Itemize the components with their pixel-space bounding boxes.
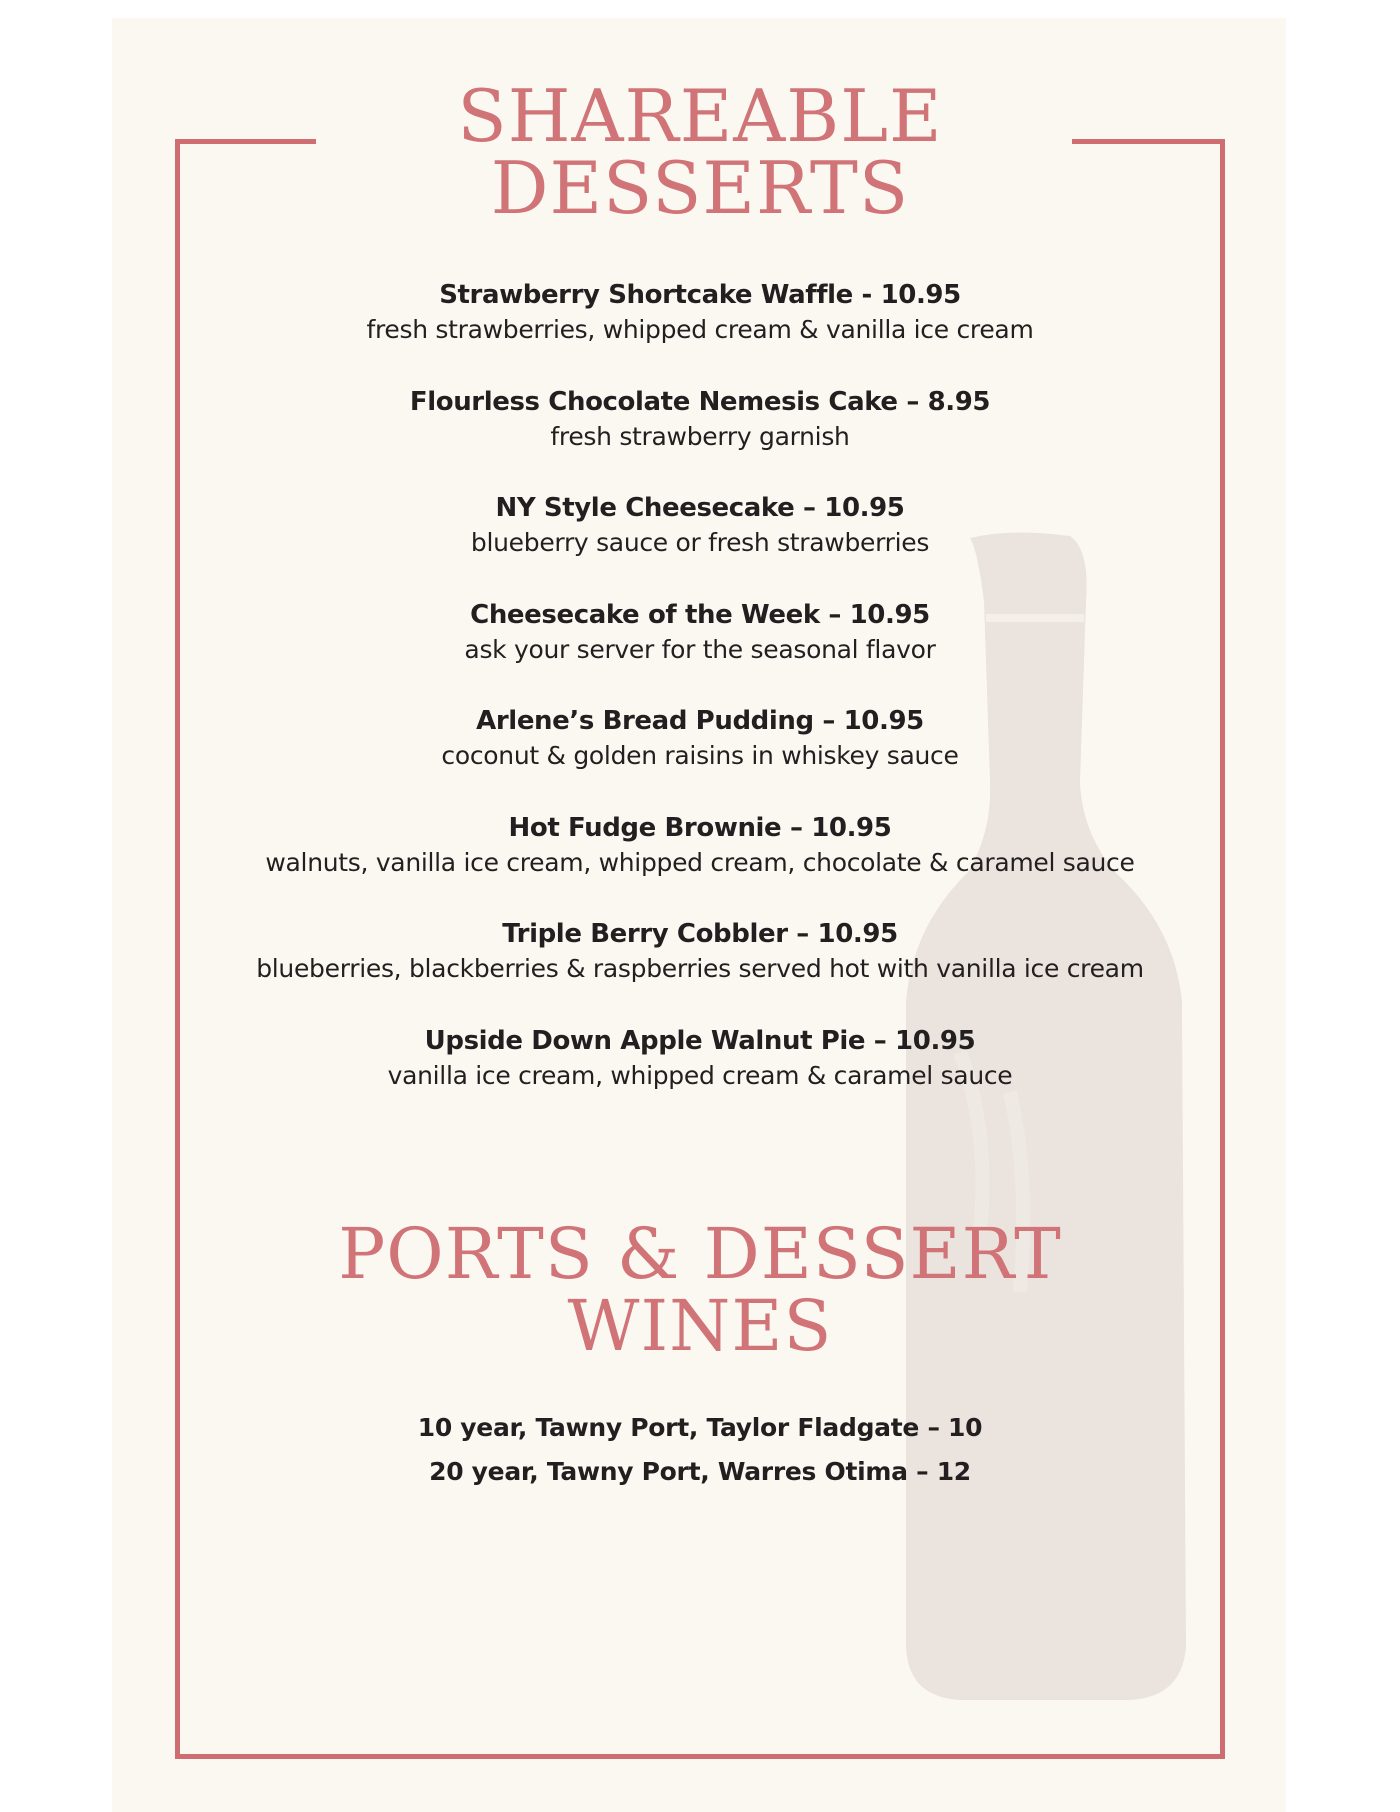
dessert-name: Upside Down Apple Walnut Pie – 10.95: [424, 1025, 976, 1056]
dessert-item: [0, 278, 1400, 385]
wine-list: [0, 1406, 1400, 1494]
dessert-list: [0, 278, 1400, 1130]
dessert-item: [0, 598, 1400, 705]
dessert-item: [0, 704, 1400, 811]
desserts-title-line1: SHAREABLE: [457, 74, 943, 158]
dessert-description: fresh strawberries, whipped cream & vanilla ice cream: [366, 315, 1034, 344]
dessert-name: Cheesecake of the Week – 10.95: [470, 599, 930, 630]
dessert-description: walnuts, vanilla ice cream, whipped cream, chocolate & caramel sauce: [265, 847, 1135, 877]
wine-item: 20 year, Tawny Port, Warres Otima – 12: [429, 1457, 971, 1486]
dessert-description: coconut & golden raisins in whiskey sauce: [441, 741, 959, 770]
frame-bottom: [175, 1754, 1225, 1759]
dessert-name: Triple Berry Cobbler – 10.95: [502, 919, 898, 949]
dessert-name: Flourless Chocolate Nemesis Cake – 8.95: [409, 386, 991, 417]
dessert-name: Hot Fudge Brownie – 10.95: [508, 812, 892, 843]
dessert-item: [0, 917, 1400, 1024]
dessert-description: blueberries, blackberries & raspberries served hot with vanilla ice cream: [256, 954, 1144, 983]
dessert-name: Strawberry Shortcake Waffle - 10.95: [439, 280, 961, 310]
dessert-item: [0, 385, 1400, 492]
dessert-item: [0, 491, 1400, 598]
dessert-name: Arlene’s Bread Pudding – 10.95: [476, 706, 924, 736]
dessert-description: fresh strawberry garnish: [550, 421, 850, 451]
dessert-description: ask your server for the seasonal flavor: [464, 634, 936, 664]
dessert-item: [0, 1024, 1400, 1131]
wines-title: [0, 1213, 1400, 1367]
dessert-description: vanilla ice cream, whipped cream & caramel sauce: [387, 1060, 1013, 1090]
dessert-item: [0, 811, 1400, 918]
desserts-title: [0, 74, 1400, 230]
wine-item: 10 year, Tawny Port, Taylor Fladgate – 10: [417, 1413, 983, 1442]
wines-title-line2: WINES: [567, 1285, 833, 1367]
dessert-description: blueberry sauce or fresh strawberries: [470, 528, 930, 557]
desserts-title-line2: DESSERTS: [490, 146, 910, 230]
wines-title-line1: PORTS & DESSERT: [338, 1213, 1062, 1295]
dessert-name: NY Style Cheesecake – 10.95: [495, 493, 905, 523]
